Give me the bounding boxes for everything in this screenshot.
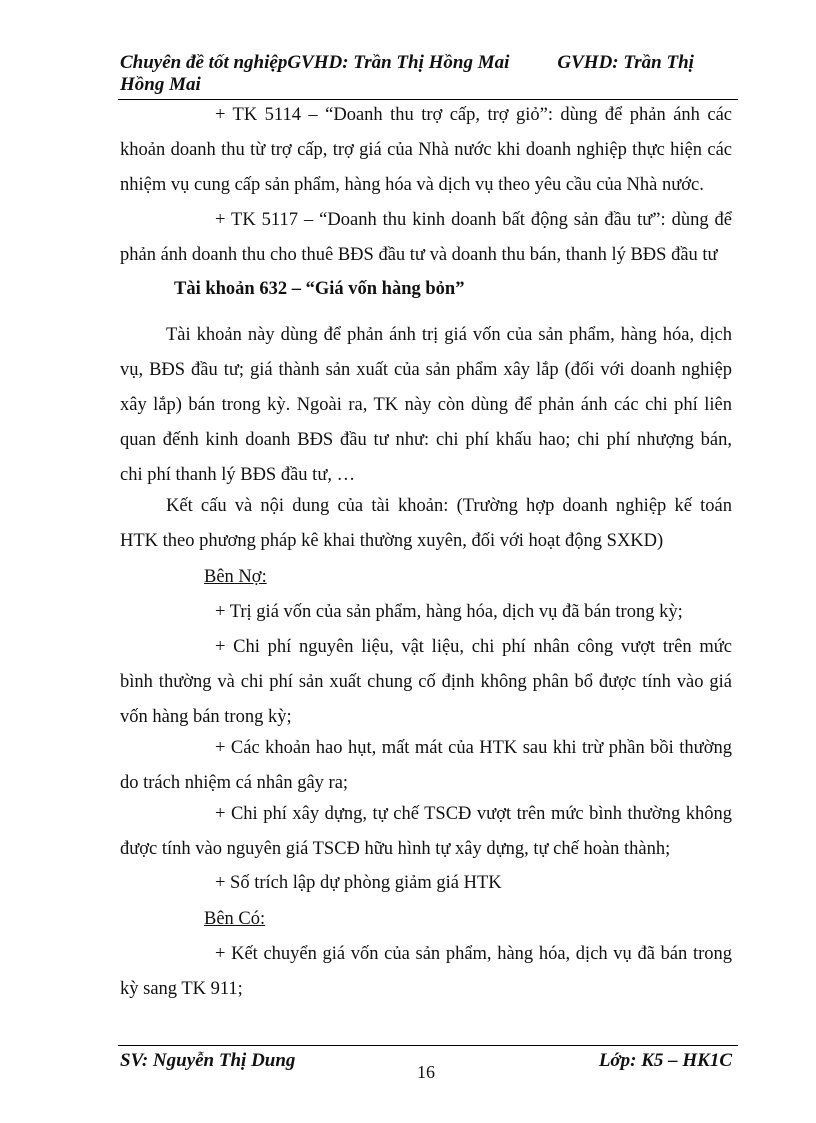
paragraph-line: phản ánh doanh thu cho thuê BĐS đầu tư và doanh thu bán, thanh lý BĐS đầu tư [120,245,718,265]
debit-item: + Trị giá vốn của sản phẩm, hàng hóa, dịch vụ đã bán trong kỳ; [215,602,683,622]
footer-rule [118,1045,738,1046]
credit-item-line: kỳ sang TK 911; [120,979,243,999]
paragraph-line: nhiệm vụ cung cấp sản phẩm, hàng hóa và dịch vụ theo yêu cầu của Nhà nước. [120,175,704,195]
paragraph-line: khoản doanh thu từ trợ cấp, trợ giá của Nhà nước khi doanh nghiệp thực hiện các [120,140,732,160]
paragraph-line: HTK theo phương pháp kê khai thường xuyên, đối với hoạt động SXKD) [120,531,664,551]
footer-class: Lớp: K5 – HK1C [598,1050,732,1071]
debit-side-label: Bên Nợ: [204,567,267,587]
paragraph-line: Tài khoản này dùng để phản ánh trị giá vốn của sản phẩm, hàng hóa, dịch [166,325,732,345]
paragraph-line: quan đếnh kinh doanh BĐS đầu tư như: chi phí khấu hao; chi phí nhượng bán, [120,430,732,450]
debit-item-line: bình thường và chi phí sản xuất chung cố định không phân bổ được tính vào giá [120,672,732,692]
page-header [120,52,740,96]
page-number: 16 [417,1062,435,1082]
paragraph-line: vụ, BĐS đầu tư; giá thành sản xuất của sản phẩm xây lắp (đối với doanh nghiệp [120,360,732,380]
debit-item-line: vốn hàng bán trong kỳ; [120,707,292,727]
debit-item: + Số trích lập dự phòng giảm giá HTK [215,873,502,893]
header-title: Chuyên đề tốt nghiệpGVHD: Trần Thị Hồng Mai [120,52,510,73]
paragraph-line: xây lắp) bán trong kỳ. Ngoài ra, TK này còn dùng để phản ánh các chi phí liên [120,395,732,415]
debit-item: + Các khoản hao hụt, mất mát của HTK sau khi trừ phần bồi thường [215,738,732,758]
header-supervisor: GVHD: Trần Thị [557,52,694,73]
paragraph-line: + TK 5114 – “Doanh thu trợ cấp, trợ giỏ”: dùng để phản ánh các [215,105,732,125]
debit-item-line: do trách nhiệm cá nhân gây ra; [120,773,349,793]
paragraph-line: + TK 5117 – “Doanh thu kinh doanh bất động sản đầu tư”: dùng để [215,210,732,230]
footer-student: SV: Nguyễn Thị Dung [120,1050,296,1071]
header-supervisor-cont: Hồng Mai [120,74,201,95]
credit-side-label: Bên Có: [204,909,266,929]
debit-item-line: được tính vào nguyên giá TSCĐ hữu hình tự xây dựng, tự chế hoàn thành; [120,839,671,859]
paragraph-line: chi phí thanh lý BĐS đầu tư, … [120,465,356,485]
paragraph-line: Kết cấu và nội dung của tài khoản: (Trường hợp doanh nghiệp kế toán [166,496,732,516]
header-rule [118,99,738,100]
credit-item: + Kết chuyển giá vốn của sản phẩm, hàng hóa, dịch vụ đã bán trong [215,944,732,964]
debit-item: + Chi phí nguyên liệu, vật liệu, chi phí nhân công vượt trên mức [215,637,732,657]
section-heading: Tài khoản 632 – “Giá vốn hàng bỏn” [174,279,465,299]
debit-item: + Chi phí xây dựng, tự chế TSCĐ vượt trên mức bình thường không [215,804,732,824]
